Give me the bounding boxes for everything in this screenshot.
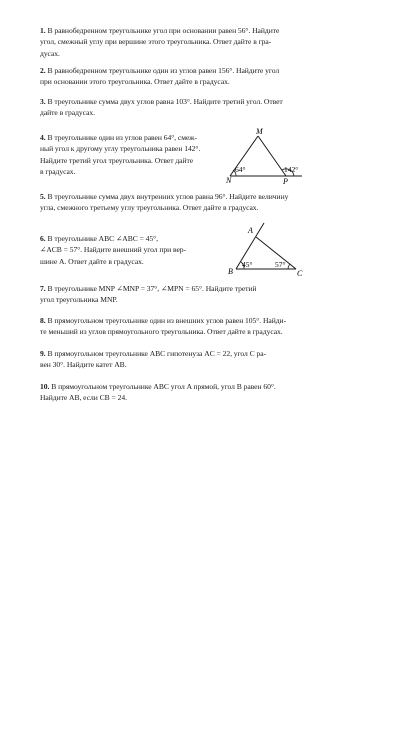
problem-number: 8. xyxy=(40,316,46,325)
problem-7 xyxy=(40,283,308,306)
problem-text-line: в градусах. xyxy=(40,167,76,177)
problem-5 xyxy=(40,191,308,214)
vertex-label: C xyxy=(297,269,303,278)
problem-10 xyxy=(40,381,308,404)
problem-number: 4. xyxy=(40,133,46,142)
problem-3 xyxy=(40,96,308,119)
problem-1 xyxy=(40,25,308,59)
problem-number: 3. xyxy=(40,97,46,106)
problem-text-line: В треугольнике сумма двух внутренних углов равна 96°. Найдите величину xyxy=(47,192,289,201)
problem-number: 6. xyxy=(40,234,46,243)
problem-number: 10. xyxy=(40,382,50,391)
problem-number: 7. xyxy=(40,284,46,293)
angle-label: 57° xyxy=(275,260,286,269)
vertex-label: N xyxy=(226,176,232,184)
angle-label: 64° xyxy=(235,165,246,174)
vertex-label: A xyxy=(248,226,253,235)
problem-text-line: угла, смежного третьему углу треугольника. Ответ дайте в градусах. xyxy=(40,203,259,213)
problem-text-line: В треугольнике MNP ∠MNP = 37°, ∠MPN = 65°. Найдите третий xyxy=(47,284,257,293)
problem-number: 9. xyxy=(40,349,46,358)
problem-text-line: дусах. xyxy=(40,48,60,58)
vertex-label: M xyxy=(256,127,263,136)
problem-number: 5. xyxy=(40,192,46,201)
problem-text-line: дайте в градусах. xyxy=(40,108,95,118)
problem-text-line: шине A. Ответ дайте в градусах. xyxy=(40,256,144,266)
problem-number: 2. xyxy=(40,66,46,75)
problem-text-line: В треугольнике ABC ∠ABC = 45°, xyxy=(47,234,158,243)
problem-8 xyxy=(40,315,308,338)
problem-text-line: угол треугольника MNP. xyxy=(40,295,118,305)
problem-text-line: вен 30°. Найдите катет AB. xyxy=(40,360,127,370)
problem-text-line: при основании этого треугольника. Ответ дайте в градусах. xyxy=(40,77,230,87)
problem-text-line: Найдите AB, если CB = 24. xyxy=(40,393,127,403)
problem-text-line: Найдите третий угол треугольника. Ответ дайте xyxy=(40,155,194,165)
problem-number: 1. xyxy=(40,26,46,35)
vertex-label: B xyxy=(228,267,233,276)
problem-text-line: В равнобедренном треугольнике один из углов равен 156°. Найдите угол xyxy=(47,66,280,75)
problem-text-line: угол, смежный углу при вершине этого треугольника. Ответ дайте в гра- xyxy=(40,37,272,47)
problem-text-line: ный угол к другому углу треугольника равен 142°. xyxy=(40,144,201,154)
vertex-label: P xyxy=(283,177,288,184)
angle-label: 45° xyxy=(242,260,253,269)
problem-2 xyxy=(40,65,308,88)
triangle-mnp-figure xyxy=(226,124,310,184)
problem-9 xyxy=(40,348,308,371)
angle-label: 142° xyxy=(284,165,299,174)
problem-text-line: ∠ACB = 57°. Найдите внешний угол при вер- xyxy=(40,245,186,255)
problem-text-line: те меньший из углов прямоугольного треугольника. Ответ дайте в градусах. xyxy=(40,327,283,337)
problem-text-line: В прямоугольном треугольнике один из внешних углов равен 105°. Найди- xyxy=(47,316,287,325)
problem-text-line: В прямоугольном треугольнике ABC гипотенуза AC = 22, угол C ра- xyxy=(47,349,267,358)
problem-4 xyxy=(40,132,220,178)
problem-text-line: В треугольнике один из углов равен 64°, смеж- xyxy=(47,133,197,142)
problem-text-line: В треугольнике сумма двух углов равна 103°. Найдите третий угол. Ответ xyxy=(47,97,283,106)
problem-text-line: В прямоугольном треугольнике ABC угол A прямой, угол B равен 60°. xyxy=(51,382,276,391)
problem-text-line: В равнобедренном треугольнике угол при основании равен 56°. Найдите xyxy=(47,26,280,35)
angle-arc xyxy=(288,264,290,269)
triangle-abc-figure xyxy=(226,217,310,279)
problem-6 xyxy=(40,233,220,267)
triangle-side xyxy=(258,136,286,176)
